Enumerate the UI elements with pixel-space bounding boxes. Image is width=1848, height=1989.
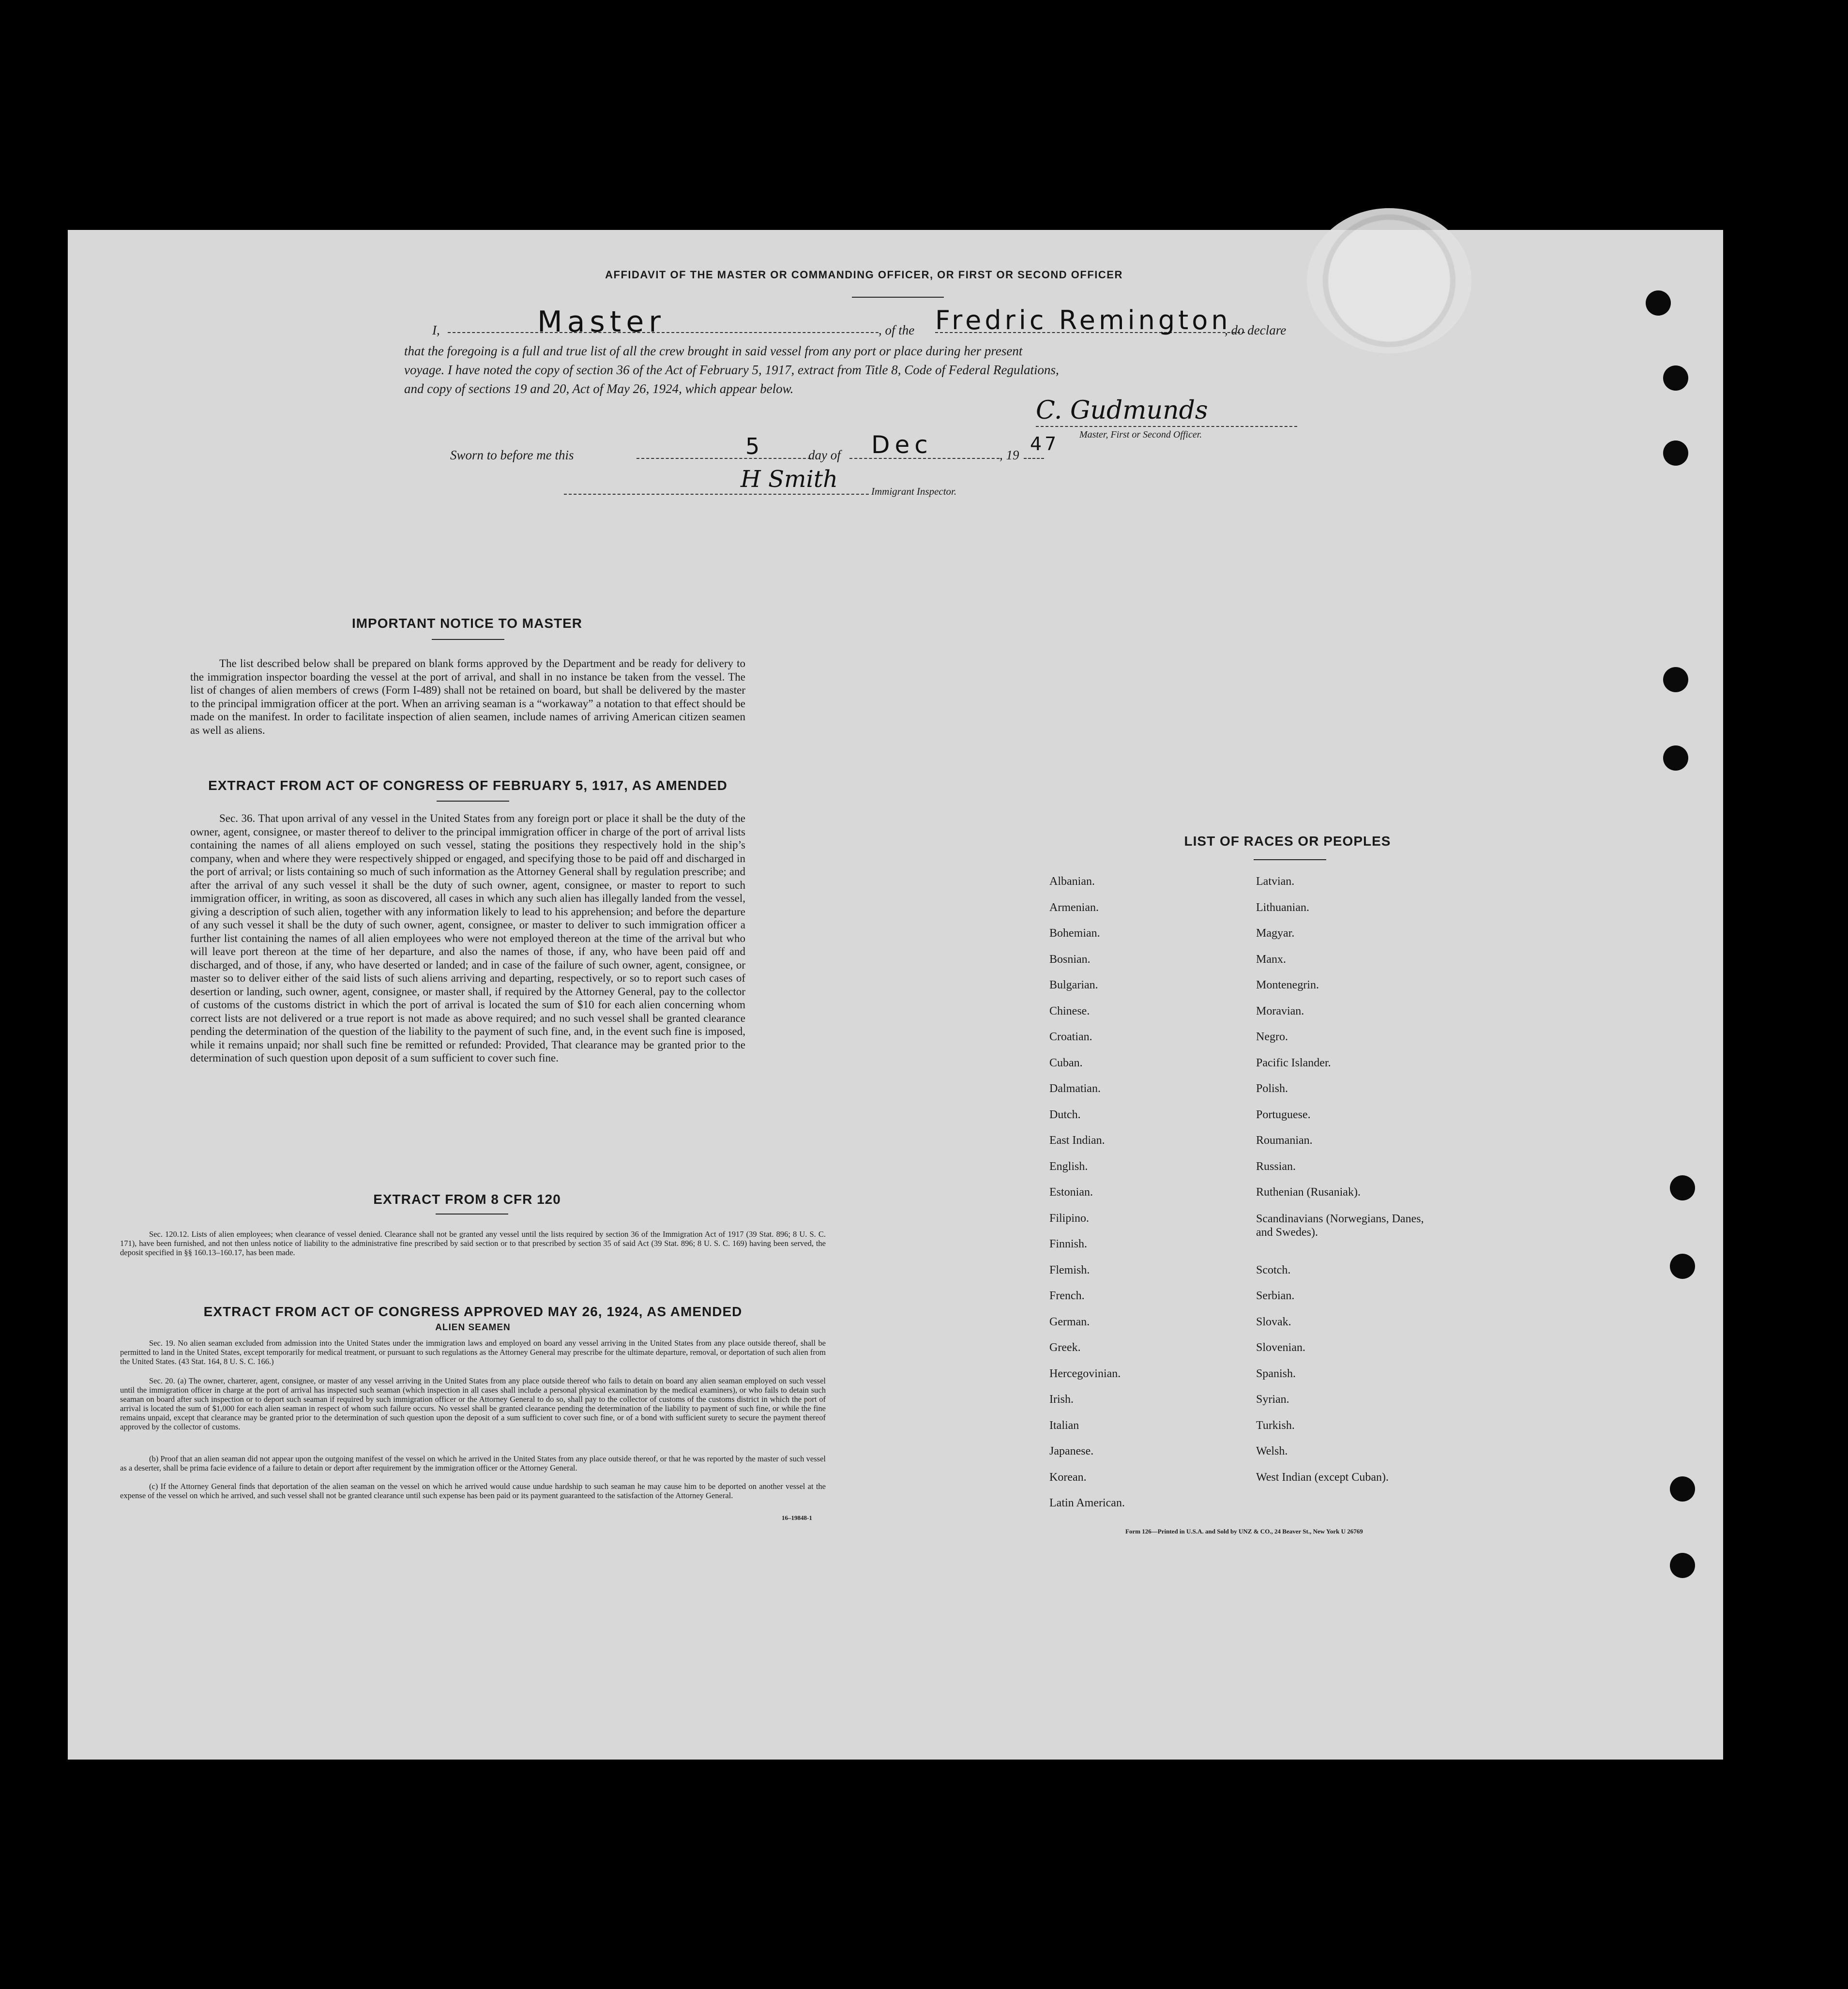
race-item: Ruthenian (Rusaniak).: [1256, 1186, 1361, 1199]
race-item: German.: [1049, 1315, 1090, 1328]
notice-title: IMPORTANT NOTICE TO MASTER: [351, 616, 583, 631]
race-item: Roumanian.: [1256, 1134, 1313, 1147]
affidavit-title: AFFIDAVIT OF THE MASTER OR COMMANDING OFFICER, OR FIRST OR SECOND OFFICER: [605, 269, 1123, 281]
affidavit-line: voyage. I have noted the copy of section 36 of the Act of February 5, 1917, extract from Title 8, Code of Federal Regulations,: [404, 363, 1059, 377]
extract-cfr-title: EXTRACT FROM 8 CFR 120: [373, 1192, 561, 1207]
race-item: Albanian.: [1049, 875, 1095, 888]
master-signature: C. Gudmunds: [1036, 396, 1208, 425]
sec20c-text: (c) If the Attorney General finds that deportation of the alien seaman on the vessel on which he arrived would cause undue hardship to such seaman he may cause him to be deported on another vessel at the expense of the vessel on which he arrived, and such vessel shall not be granted clearance until such expense has been paid or its payment guaranteed to the satisfaction of the Attorney General.: [120, 1482, 826, 1500]
sworn-day-line: [636, 458, 811, 459]
race-item: Latvian.: [1256, 875, 1295, 888]
race-item: Flemish.: [1049, 1263, 1090, 1276]
handwritten-vessel: Fredric Remington: [935, 305, 1231, 335]
sec20a-text: Sec. 20. (a) The owner, charterer, agent, consignee, or master of any vessel arriving in the United States from any place outside thereof who fails to detain on board any alien seaman employed on such vessel until the immigration officer in charge at the port of arrival has inspected such seaman (which inspection in all cases shall include a personal physical examination by the medical examiners), or who fails to detain such seaman on board after such inspection or to deport such seaman if required by such immigration officer or the Attorney General to do so, shall pay to the collector of customs of the customs district in which the port of arrival is located the sum of $1,000 for each alien seaman in respect of whom such failure occurs. No vessel shall be granted clearance pending the determination of the liability to payment of such fine, or while the fine remains unpaid, except that clearance may be granted prior to the determination of such question upon the deposit of a sum sufficient to cover such fine, or of a bond with sufficient surety to secure the payment thereof approved by the collector of customs.: [120, 1376, 826, 1431]
day-of-label: day of: [808, 448, 841, 462]
race-item: Lithuanian.: [1256, 901, 1309, 914]
race-item: Slovak.: [1256, 1315, 1291, 1328]
race-item: Greek.: [1049, 1341, 1081, 1354]
race-item: Croatian.: [1049, 1031, 1092, 1043]
race-item: Dalmatian.: [1049, 1082, 1101, 1095]
race-item: Pacific Islander.: [1256, 1056, 1331, 1069]
race-item: Russian.: [1256, 1160, 1296, 1173]
race-item: Montenegrin.: [1256, 979, 1319, 991]
race-item: Turkish.: [1256, 1419, 1295, 1432]
form-footer: Form 126—Printed in U.S.A. and Sold by UNZ & CO., 24 Beaver St., New York U 26769: [1125, 1528, 1363, 1535]
divider: [852, 297, 944, 298]
master-signature-line: [1036, 426, 1297, 427]
extract-1917-title: EXTRACT FROM ACT OF CONGRESS OF FEBRUARY 5, 1917, AS AMENDED: [208, 778, 727, 793]
race-item: Magyar.: [1256, 927, 1295, 940]
race-item: Japanese.: [1049, 1445, 1094, 1458]
race-item: Portuguese.: [1256, 1108, 1311, 1121]
race-item: Manx.: [1256, 953, 1286, 966]
race-item: Serbian.: [1256, 1290, 1295, 1302]
punch-hole: [1663, 745, 1688, 771]
race-item: Scotch.: [1256, 1263, 1291, 1276]
inspector-caption: Immigrant Inspector.: [871, 486, 957, 497]
race-item: Scandinavians (Norwegians, Danes, and Swedes).: [1256, 1212, 1424, 1239]
race-item: Korean.: [1049, 1471, 1087, 1484]
race-item: Bohemian.: [1049, 927, 1100, 940]
punch-hole: [1670, 1175, 1695, 1200]
race-item: Slovenian.: [1256, 1341, 1305, 1354]
race-item: Bosnian.: [1049, 953, 1091, 966]
punch-hole: [1663, 365, 1688, 391]
sec20b-text: (b) Proof that an alien seaman did not appear upon the outgoing manifest of the vessel on which he arrived in the United States from any place outside thereof, or that he was reported by the master of such vessel as a deserter, shall be prima facie evidence of a failure to detain or deport after requirement by the immigration officer or the Attorney General.: [120, 1454, 826, 1473]
race-item: Filipino.: [1049, 1212, 1090, 1225]
race-item: French.: [1049, 1290, 1085, 1302]
race-item: Spanish.: [1256, 1367, 1296, 1380]
race-item: Negro.: [1256, 1031, 1288, 1043]
race-item: English.: [1049, 1160, 1088, 1173]
of-the-label: , of the: [879, 323, 915, 337]
sworn-year-line: [1024, 458, 1044, 459]
punch-hole: [1663, 440, 1688, 466]
sworn-label: Sworn to before me this: [450, 448, 574, 462]
extract-1924-subtitle: ALIEN SEAMEN: [435, 1322, 511, 1333]
race-item: Bulgarian.: [1049, 979, 1098, 991]
race-item: Moravian.: [1256, 1004, 1304, 1017]
handwritten-month: Dec: [871, 431, 933, 459]
race-item: West Indian (except Cuban).: [1256, 1471, 1389, 1484]
handwritten-name: Master: [537, 305, 666, 339]
form-code: 16–19848-1: [782, 1514, 812, 1521]
race-item: Finnish.: [1049, 1238, 1088, 1250]
inspector-signature: H Smith: [741, 466, 838, 493]
race-item: Armenian.: [1049, 901, 1099, 914]
affidavit-prefix: I,: [432, 323, 440, 337]
race-item: Cuban.: [1049, 1056, 1083, 1069]
divider: [1254, 859, 1326, 860]
master-caption: Master, First or Second Officer.: [1079, 429, 1202, 440]
punch-hole: [1670, 1553, 1695, 1578]
punch-hole: [1663, 667, 1688, 692]
race-item: Dutch.: [1049, 1108, 1081, 1121]
embossed-seal: [1307, 208, 1471, 353]
punch-hole: [1670, 1254, 1695, 1279]
divider: [436, 1214, 508, 1215]
inspector-signature-line: [564, 494, 869, 495]
race-item: Irish.: [1049, 1393, 1074, 1406]
sec19-text: Sec. 19. No alien seaman excluded from admission into the United States under the immigration laws and employed on board any vessel arriving in the United States from any place outside thereof, shall be permitted to land in the United States, except temporarily for medical treatment, or pursuant to such regulations as the Attorney General may prescribe for the ultimate departure, removal, or deportation of such alien from the United States. (43 Stat. 164, 8 U. S. C. 166.): [120, 1338, 826, 1366]
handwritten-day: 5: [745, 433, 765, 459]
race-item: Chinese.: [1049, 1004, 1090, 1017]
extract-cfr-text: Sec. 120.12. Lists of alien employees; when clearance of vessel denied. Clearance shall not be granted any vessel until the lists required by section 36 of the Immigration Act of 1917 (39 Stat. 896; 8 U. S. C. 171), have been furnished, and not then unless notice of liability to the administrative fine prescribed by said section or to that prescribed by section 35 of said Act (39 Stat. 896; 8 U. S. C. 169) having been served, the deposit specified in §§ 160.13–160.17, has been made.: [120, 1230, 826, 1257]
extract-1917-text: Sec. 36. That upon arrival of any vessel in the United States from any foreign port or place it shall be the duty of the owner, agent, consignee, or master thereof to deliver to the principal immigration officer in charge of the port of arrival lists containing the names of all aliens employed on such vessel, stating the positions they respectively hold in the ship’s company, when and where they were respectively shipped or engaged, and specifying those to be paid off and discharged in the port of arrival; or lists containing so much of such information as the Attorney General shall by regulation prescribe; and after the arrival of any such vessel it shall be the duty of such owner, agent, consignee, or master to report to such immigration officer, in writing, as soon as discovered, all cases in which any such alien has illegally landed from the vessel, giving a description of such alien, together with any information likely to lead to his apprehension; and before the departure of any such vessel it shall be the duty of such owner, agent, consignee, or master to deliver to such immigration officer a further list containing the names of all alien employees who were not employed thereon at the time of the arrival but who will leave port thereon at the time of her departure, and also the names of those, if any, who have been paid off and discharged, and of those, if any, who have deserted or landed; and in case of the failure of such owner, agent, consignee, or master so to deliver either of the said lists of such aliens arriving and departing, respectively, or so to report such cases of desertion or landing, such owner, agent, consignee, or master shall, if required by the Attorney General, pay to the collector of customs of the customs district in which the port of arrival is located the sum of $10 for each alien concerning whom correct lists are not delivered or a true report is not made as above required; and no such vessel shall be granted clearance pending the determination of the question of the liability to the payment of such fine, and, in the event such fine is imposed, while it remains unpaid; nor shall such fine be remitted or refunded: Provided, That clearance may be granted prior to the determination of such question upon deposit of a sum sufficient to cover such fine.: [190, 812, 745, 1064]
race-item: Estonian.: [1049, 1186, 1093, 1199]
handwritten-year: 47: [1030, 433, 1060, 455]
notice-text: The list described below shall be prepared on blank forms approved by the Department and be ready for delivery to the immigration inspector boarding the vessel at the port of arrival, and shall in no instance be taken from the vessel. The list of changes of alien members of crews (Form I-489) shall not be retained on board, but shall be delivered by the master to the principal immigration officer at the port. When an arriving seaman is a “workaway” a notation to that effect should be made on the manifest. In order to facilitate inspection of alien seamen, include names of arriving American citizen seamen as well as aliens.: [190, 657, 745, 736]
do-declare-label: , do declare: [1225, 323, 1287, 337]
affidavit-line: and copy of sections 19 and 20, Act of May 26, 1924, which appear below.: [404, 381, 794, 396]
divider: [437, 801, 509, 802]
race-item: Syrian.: [1256, 1393, 1289, 1406]
affidavit-line: that the foregoing is a full and true list of all the crew brought in said vessel from any port or place during her present: [404, 344, 1023, 358]
race-item: East Indian.: [1049, 1134, 1105, 1147]
race-item: Hercegovinian.: [1049, 1367, 1121, 1380]
year-label: , 19: [1000, 448, 1019, 462]
race-item: Welsh.: [1256, 1445, 1288, 1458]
punch-hole: [1670, 1476, 1695, 1502]
races-title: LIST OF RACES OR PEOPLES: [1184, 834, 1391, 849]
divider: [432, 639, 504, 640]
extract-1924-title: EXTRACT FROM ACT OF CONGRESS APPROVED MAY 26, 1924, AS AMENDED: [203, 1304, 742, 1319]
race-item: Italian: [1049, 1419, 1079, 1432]
races-right-column: [1256, 875, 1440, 1497]
punch-hole: [1646, 290, 1671, 316]
races-left-column: [1049, 875, 1125, 1523]
race-item: Polish.: [1256, 1082, 1288, 1095]
race-item: Latin American.: [1049, 1497, 1125, 1509]
